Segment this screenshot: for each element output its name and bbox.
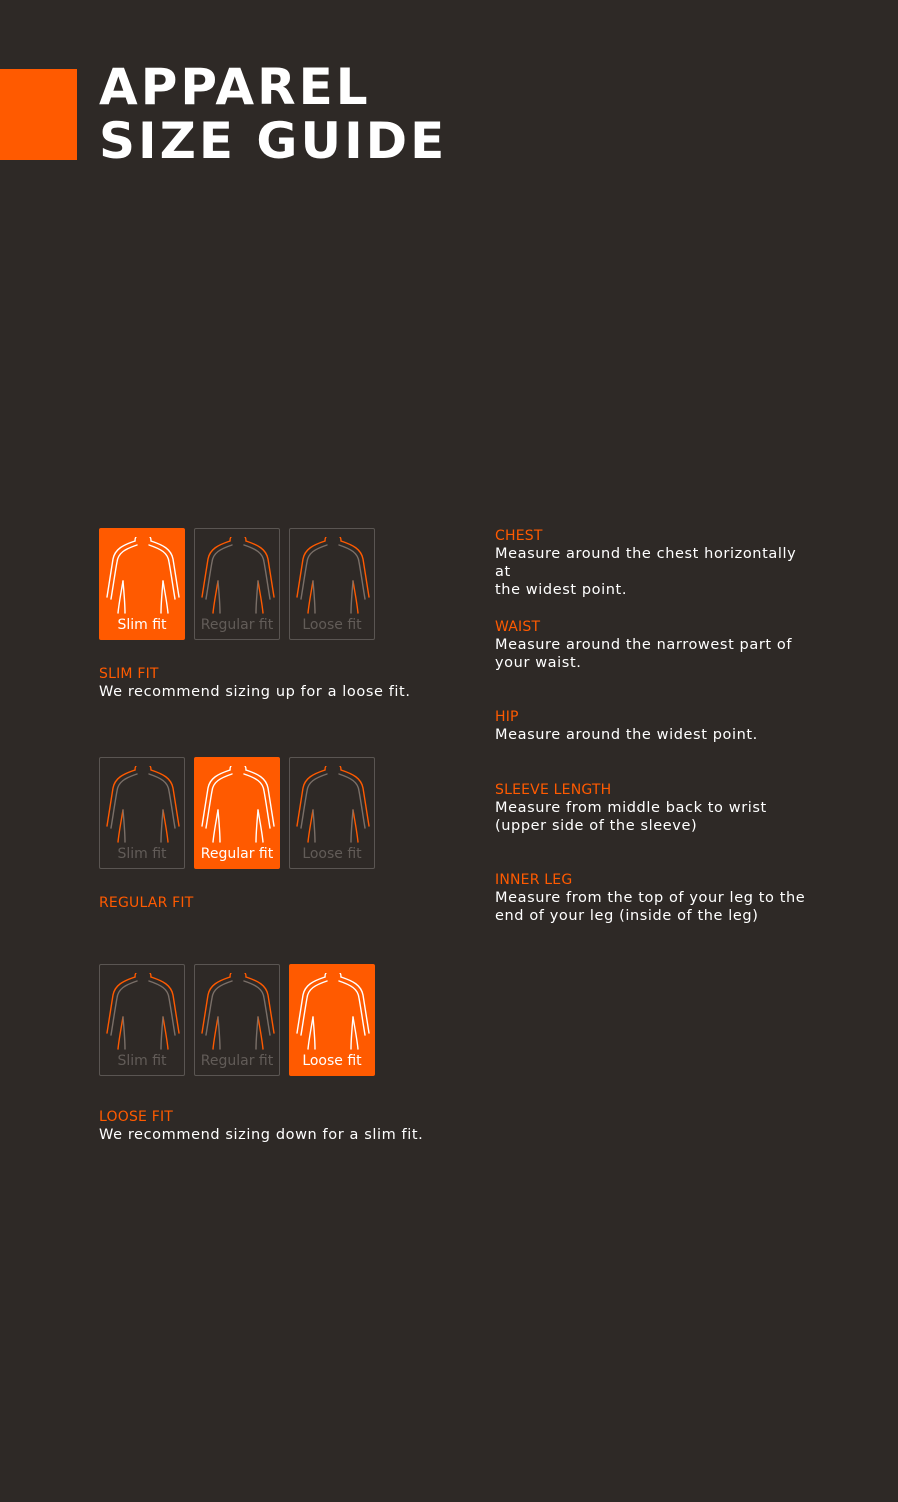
fit-card-slim[interactable]: [99, 964, 185, 1076]
fit-card-label: Loose fit: [302, 1053, 362, 1069]
measure-line: Measure from middle back to wrist: [495, 800, 767, 816]
fit-heading: SLIM FIT: [99, 666, 159, 682]
torso-icon: [295, 973, 371, 1051]
measure-chest: [495, 527, 815, 599]
fit-card-label: Regular fit: [200, 617, 274, 633]
fit-card-regular[interactable]: [194, 757, 280, 869]
fit-card-label: Regular fit: [200, 846, 274, 862]
fit-card-regular[interactable]: [194, 964, 280, 1076]
fit-card-label: Regular fit: [200, 1053, 274, 1069]
fit-selector: [99, 757, 375, 869]
torso-icon: [105, 766, 181, 844]
accent-block: [0, 69, 77, 160]
measure-hip: [495, 708, 815, 744]
fit-card-label: Slim fit: [117, 1053, 167, 1069]
measure-line: Measure around the narrowest part of: [495, 637, 793, 653]
fit-card-label: Slim fit: [117, 846, 167, 862]
measure-waist: [495, 618, 815, 672]
measure-heading: INNER LEG: [495, 872, 573, 888]
measure-line: (upper side of the sleeve): [495, 818, 698, 834]
fit-selector: [99, 528, 411, 640]
fit-card-regular[interactable]: [194, 528, 280, 640]
fit-section-slim: [99, 528, 411, 701]
measure-heading: CHEST: [495, 528, 543, 544]
fit-card-label: Loose fit: [302, 846, 362, 862]
fit-card-slim[interactable]: [99, 757, 185, 869]
torso-icon: [105, 973, 181, 1051]
torso-icon: [295, 537, 371, 615]
measure-heading: SLEEVE LENGTH: [495, 782, 612, 798]
torso-icon: [295, 766, 371, 844]
measure-line: Measure from the top of your leg to the: [495, 890, 806, 906]
measure-line: end of your leg (inside of the leg): [495, 908, 759, 924]
fit-section-loose: [99, 964, 423, 1144]
measure-line: Measure around the widest point.: [495, 727, 758, 743]
fit-card-loose[interactable]: [289, 757, 375, 869]
fit-selector: [99, 964, 423, 1076]
fit-card-label: Loose fit: [302, 617, 362, 633]
torso-icon: [200, 537, 276, 615]
fit-card-loose[interactable]: [289, 528, 375, 640]
torso-icon: [200, 973, 276, 1051]
torso-icon: [105, 537, 181, 615]
title-line-1: APPAREL: [99, 58, 371, 116]
fit-card-loose[interactable]: [289, 964, 375, 1076]
torso-icon: [200, 766, 276, 844]
measure-line: Measure around the chest horizontally at: [495, 546, 797, 580]
measure-inner-leg: [495, 871, 815, 925]
fit-heading: LOOSE FIT: [99, 1109, 174, 1125]
fit-description: We recommend sizing down for a slim fit.: [99, 1127, 424, 1143]
fit-description: We recommend sizing up for a loose fit.: [99, 684, 411, 700]
page-title: [99, 60, 447, 168]
measure-line: the widest point.: [495, 582, 628, 598]
title-line-2: SIZE GUIDE: [99, 112, 448, 170]
fit-card-slim[interactable]: [99, 528, 185, 640]
measure-sleeve-length: [495, 781, 815, 835]
measure-heading: WAIST: [495, 619, 541, 635]
fit-card-label: Slim fit: [117, 617, 167, 633]
fit-section-regular: [99, 757, 375, 912]
fit-heading: REGULAR FIT: [99, 895, 194, 911]
measure-line: your waist.: [495, 655, 582, 671]
measure-heading: HIP: [495, 709, 519, 725]
